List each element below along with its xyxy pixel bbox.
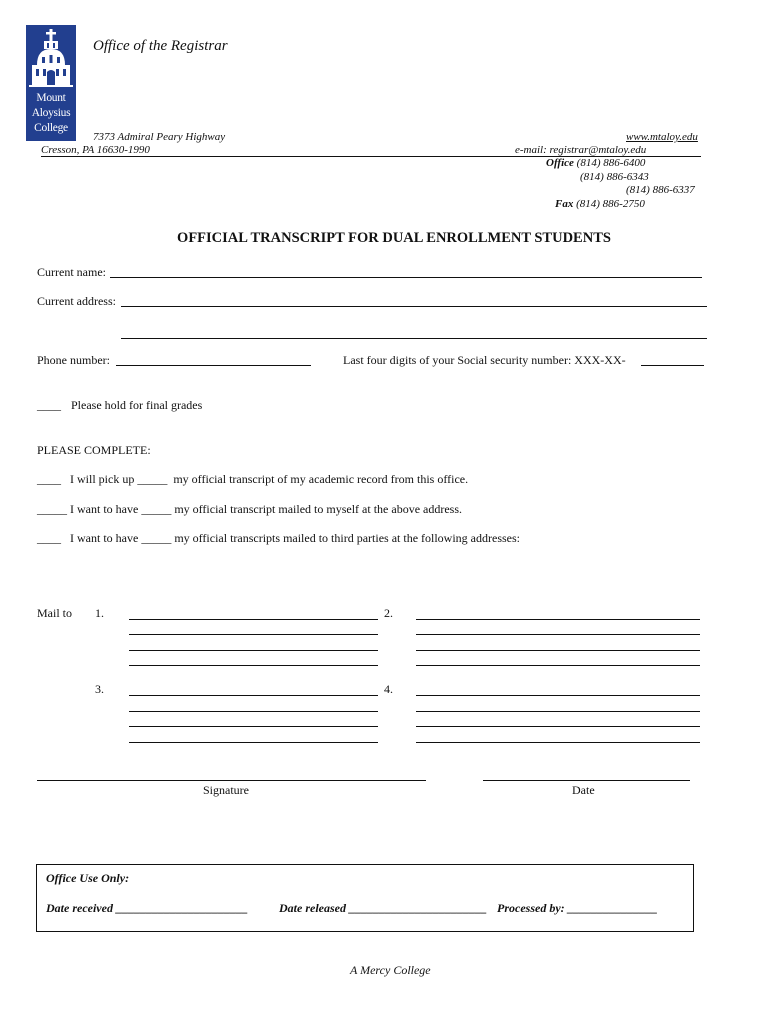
option-blank[interactable]: ____ xyxy=(37,531,61,545)
processed-by-field[interactable]: _______________ xyxy=(567,901,658,915)
date-received-row xyxy=(46,901,248,916)
please-complete-heading: PLEASE COMPLETE: xyxy=(37,443,151,457)
option-pickup xyxy=(37,472,468,487)
option-mail-self xyxy=(37,502,462,517)
date-received-field[interactable]: ______________________ xyxy=(115,901,248,915)
city-address: Cresson, PA 16630-1990 xyxy=(41,144,150,156)
option-text: my official transcripts mailed to third parties at the following addresses: xyxy=(174,531,521,545)
office-label: Office xyxy=(546,157,574,169)
mail-number-4: 4. xyxy=(384,682,393,696)
option-count-blank[interactable]: _____ xyxy=(141,502,172,516)
office-use-box xyxy=(36,864,694,932)
address-3-line[interactable] xyxy=(129,726,378,727)
fax-label: Fax xyxy=(555,198,574,210)
option-text: my official transcript of my academic record from this office. xyxy=(173,472,469,486)
address-1-line[interactable] xyxy=(129,650,378,651)
address-1-line[interactable] xyxy=(129,634,378,635)
current-address-field-line-2[interactable] xyxy=(121,338,707,339)
processed-by-row xyxy=(497,901,658,916)
logo-text-line: Mount xyxy=(36,92,66,104)
address-4-line[interactable] xyxy=(416,726,700,727)
phone-field[interactable] xyxy=(116,365,311,366)
signature-field[interactable] xyxy=(37,780,426,781)
fax-number: (814) 886-2750 xyxy=(576,198,645,210)
address-1-line[interactable] xyxy=(129,665,378,666)
logo-text-line: Aloysius xyxy=(31,107,71,119)
mail-number-3: 3. xyxy=(95,682,104,696)
date-released-field[interactable]: _______________________ xyxy=(348,901,487,915)
option-text: I will pick up xyxy=(70,472,135,486)
hold-checkbox-blank[interactable]: ____ xyxy=(37,398,61,412)
signature-label: Signature xyxy=(203,783,249,797)
option-count-blank[interactable]: _____ xyxy=(141,531,172,545)
address-2-line[interactable] xyxy=(416,665,700,666)
office-phone-1: (814) 886-6400 xyxy=(576,157,646,169)
logo-text-line: College xyxy=(34,122,68,134)
date-released-label: Date released xyxy=(279,901,346,915)
date-field[interactable] xyxy=(483,780,690,781)
form-title: OFFICIAL TRANSCRIPT FOR DUAL ENROLLMENT STUDENTS xyxy=(177,230,611,246)
building-icon xyxy=(26,25,76,91)
college-logo xyxy=(26,25,76,141)
address-3-line[interactable] xyxy=(129,695,378,696)
option-blank[interactable]: ____ xyxy=(37,472,61,486)
address-4-line[interactable] xyxy=(416,742,700,743)
processed-by-label: Processed by: xyxy=(497,901,565,915)
option-text: my official transcript mailed to myself at the above address. xyxy=(174,502,463,516)
ssn-label: Last four digits of your Social security number: XXX-XX- xyxy=(343,353,626,367)
current-address-field[interactable] xyxy=(121,306,707,307)
option-mail-third-party xyxy=(37,531,520,546)
option-text: I want to have xyxy=(70,531,139,545)
current-address-label: Current address: xyxy=(37,294,116,308)
address-2-line[interactable] xyxy=(416,634,700,635)
mail-number-2: 2. xyxy=(384,606,393,620)
current-name-label: Current name: xyxy=(37,265,106,279)
option-blank[interactable]: _____ xyxy=(37,502,67,516)
office-phone-2: (814) 886-6343 xyxy=(580,171,649,183)
address-1-line[interactable] xyxy=(129,619,378,620)
option-text: I want to have xyxy=(70,502,139,516)
website-link[interactable]: www.mtaloy.edu xyxy=(626,131,698,143)
office-phone-3: (814) 886-6337 xyxy=(626,184,695,196)
ssn-field[interactable] xyxy=(641,365,704,366)
email-address: e-mail: registrar@mtaloy.edu xyxy=(515,144,647,156)
logo-text xyxy=(26,91,76,136)
address-4-line[interactable] xyxy=(416,695,700,696)
date-released-row xyxy=(279,901,487,916)
office-use-heading: Office Use Only: xyxy=(46,871,130,885)
address-3-line[interactable] xyxy=(129,742,378,743)
hold-label: Please hold for final grades xyxy=(71,398,203,412)
date-label: Date xyxy=(572,783,595,797)
office-phone-row xyxy=(546,157,645,169)
fax-row xyxy=(555,198,645,210)
street-address: 7373 Admiral Peary Highway xyxy=(93,131,226,143)
phone-label: Phone number: xyxy=(37,353,110,367)
current-name-field[interactable] xyxy=(110,277,702,278)
mail-to-label: Mail to xyxy=(37,606,72,620)
address-3-line[interactable] xyxy=(129,711,378,712)
address-4-line[interactable] xyxy=(416,711,700,712)
address-2-line[interactable] xyxy=(416,619,700,620)
address-2-line[interactable] xyxy=(416,650,700,651)
date-received-label: Date received xyxy=(46,901,113,915)
footer-tagline: A Mercy College xyxy=(350,963,431,977)
mail-number-1: 1. xyxy=(95,606,104,620)
office-title: Office of the Registrar xyxy=(93,38,228,54)
option-count-blank[interactable]: _____ xyxy=(137,472,168,486)
